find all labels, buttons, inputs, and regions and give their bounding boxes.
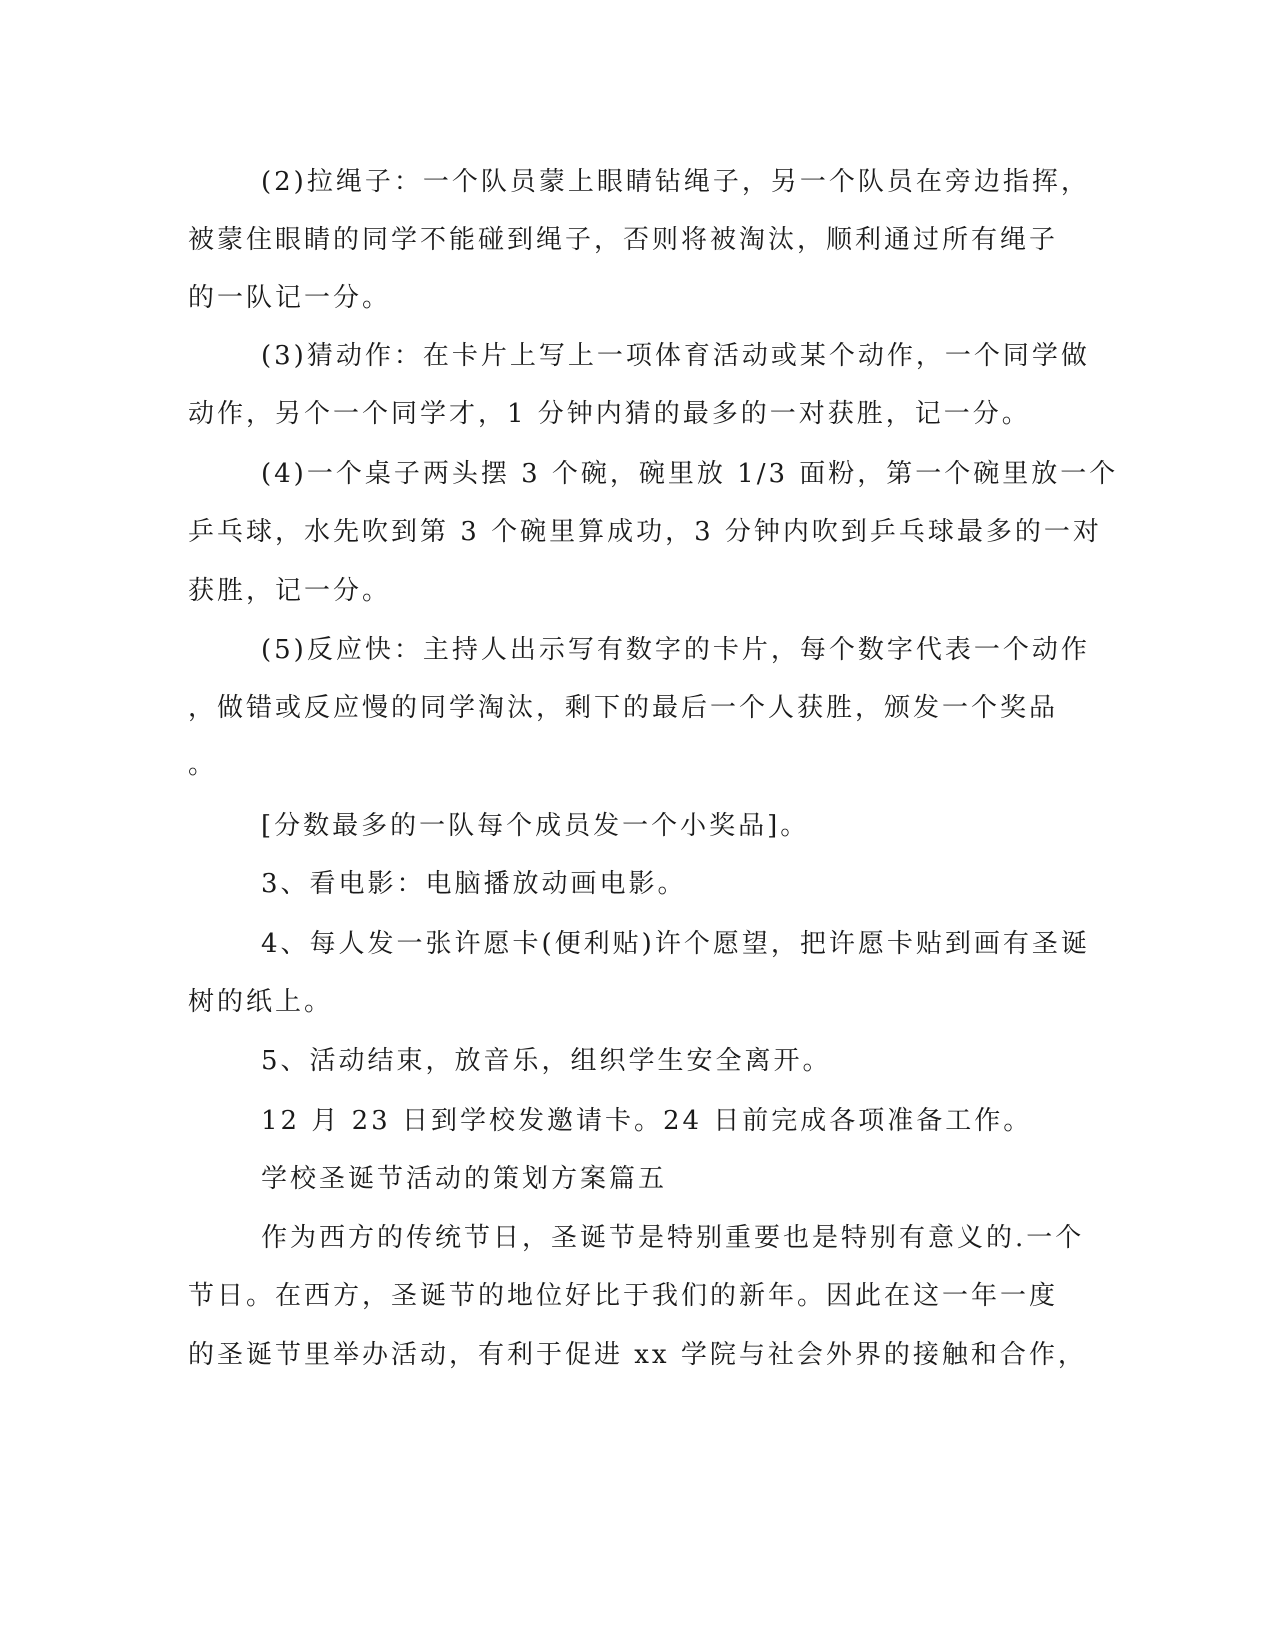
- text-line: (4)一个桌子两头摆 3 个碗，碗里放 1/3 面粉，第一个碗里放一个: [261, 459, 1119, 489]
- text-line: 4、每人发一张许愿卡(便利贴)许个愿望，把许愿卡贴到画有圣诞: [261, 929, 1090, 959]
- text-line: ，做错或反应慢的同学淘汰，剩下的最后一个人获胜，颁发一个奖品: [188, 693, 1059, 723]
- text-line: 。: [188, 750, 218, 780]
- text-line: 动作，另个一个同学才，1 分钟内猜的最多的一对获胜，记一分。: [188, 399, 1031, 429]
- text-line: 5、活动结束，放音乐，组织学生安全离开。: [261, 1046, 832, 1076]
- text-line: 乒乓球，水先吹到第 3 个碗里算成功，3 分钟内吹到乒乓球最多的一对: [188, 517, 1102, 547]
- text-line: 作为西方的传统节日，圣诞节是特别重要也是特别有意义的.一个: [261, 1223, 1085, 1253]
- text-line: (2)拉绳子：一个队员蒙上眼睛钻绳子，另一个队员在旁边指挥，: [261, 167, 1090, 197]
- text-line: [分数最多的一队每个成员发一个小奖品]。: [261, 811, 810, 841]
- text-line: 树的纸上。: [188, 987, 334, 1017]
- text-line: (5)反应快：主持人出示写有数字的卡片，每个数字代表一个动作: [261, 635, 1090, 665]
- text-line: 的圣诞节里举办活动，有利于促进 xx 学院与社会外界的接触和合作，: [188, 1340, 1087, 1370]
- text-line: 3、看电影：电脑播放动画电影。: [261, 869, 687, 899]
- text-line: 12 月 23 日到学校发邀请卡。24 日前完成各项准备工作。: [261, 1106, 1033, 1136]
- text-line: 节日。在西方，圣诞节的地位好比于我们的新年。因此在这一年一度: [188, 1281, 1059, 1311]
- text-line: 被蒙住眼睛的同学不能碰到绳子，否则将被淘汰，顺利通过所有绳子: [188, 225, 1059, 255]
- section-heading: 学校圣诞节活动的策划方案篇五: [261, 1164, 668, 1194]
- text-line: 的一队记一分。: [188, 283, 392, 313]
- text-line: 获胜，记一分。: [188, 576, 392, 606]
- text-line: (3)猜动作：在卡片上写上一项体育活动或某个动作，一个同学做: [261, 341, 1090, 371]
